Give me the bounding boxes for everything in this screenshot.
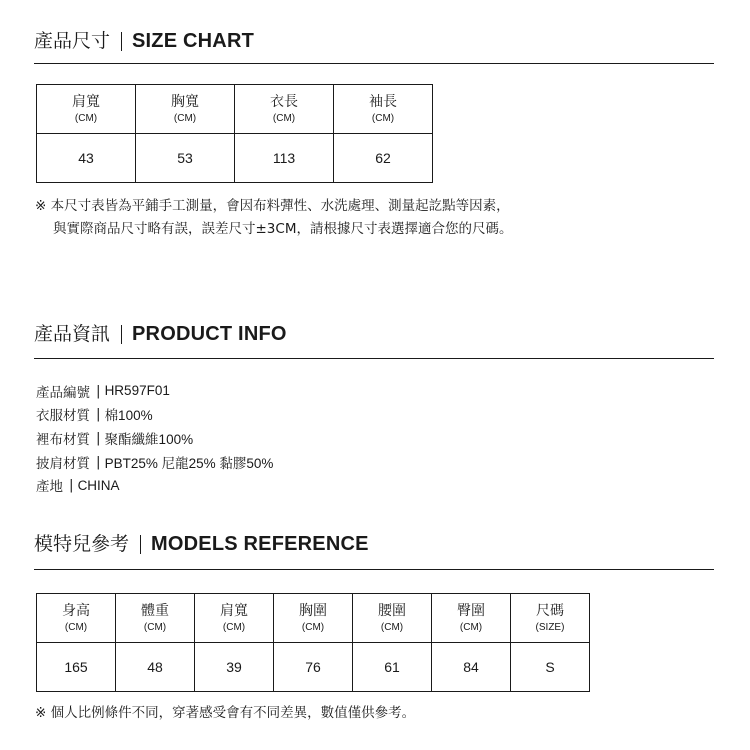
header-name: 袖長 xyxy=(369,93,397,110)
info-separator: | xyxy=(96,406,101,423)
header-name: 體重 xyxy=(141,602,169,619)
size-chart-value-cell: 113 xyxy=(235,134,334,183)
size-chart-header-row xyxy=(37,85,433,134)
info-label: 披肩材質 xyxy=(36,455,90,472)
header-name: 腰圍 xyxy=(378,602,406,619)
models-reference-note-text: ※ 個人比例條件不同，穿著感受會有不同差異，數值僅供參考。 xyxy=(35,705,416,721)
size-chart-value-cell: 53 xyxy=(136,134,235,183)
models-reference-note xyxy=(35,702,415,725)
size-chart-title-en: SIZE CHART xyxy=(132,30,255,52)
models-value-cell: 39 xyxy=(195,643,274,692)
title-separator xyxy=(121,32,122,51)
models-header-cell xyxy=(274,594,353,643)
models-reference-title xyxy=(34,534,369,554)
size-chart-title xyxy=(34,31,254,51)
header-name: 身高 xyxy=(62,602,90,619)
header-unit: (SIZE) xyxy=(535,621,565,633)
models-value-cell: S xyxy=(511,643,590,692)
header-unit: (CM) xyxy=(459,621,483,633)
header-name: 胸圍 xyxy=(299,602,327,619)
size-chart-divider xyxy=(34,63,714,64)
info-row-lining xyxy=(36,426,273,450)
size-chart-note-line2: 與實際商品尺寸略有誤，誤差尺寸±3CM，請根據尺寸表選擇適合您的尺碼。 xyxy=(53,221,513,237)
header-unit: (CM) xyxy=(143,621,167,633)
product-info-title xyxy=(34,324,287,344)
size-chart-header-cell xyxy=(37,85,136,134)
info-row-fabric xyxy=(36,403,273,427)
header-unit: (CM) xyxy=(173,112,197,124)
info-value: 聚酯纖維100% xyxy=(104,431,194,447)
models-header-cell xyxy=(37,594,116,643)
info-separator: | xyxy=(96,453,101,470)
header-unit: (CM) xyxy=(64,621,88,633)
info-separator: | xyxy=(96,382,101,399)
info-label: 產地 xyxy=(36,479,63,496)
product-info-divider xyxy=(34,358,714,359)
models-header-cell xyxy=(116,594,195,643)
models-reference-divider xyxy=(34,569,714,570)
models-value-cell: 76 xyxy=(274,643,353,692)
models-header-row xyxy=(37,594,590,643)
models-value-cell: 84 xyxy=(432,643,511,692)
size-chart-value-cell: 43 xyxy=(37,134,136,183)
header-name: 肩寬 xyxy=(72,93,100,110)
models-header-cell xyxy=(195,594,274,643)
size-chart-note xyxy=(35,195,512,241)
header-unit: (CM) xyxy=(272,112,296,124)
size-chart-value-cell: 62 xyxy=(334,134,433,183)
header-unit: (CM) xyxy=(371,112,395,124)
header-name: 尺碼 xyxy=(536,602,564,619)
info-value: PBT25% 尼龍25% 黏膠50% xyxy=(104,455,274,471)
models-header-cell xyxy=(432,594,511,643)
models-reference-title-zh: 模特兒參考 xyxy=(34,532,130,555)
size-chart-header-cell xyxy=(136,85,235,134)
title-separator xyxy=(140,535,141,554)
models-reference-title-en: MODELS REFERENCE xyxy=(151,533,369,555)
header-unit: (CM) xyxy=(380,621,404,633)
models-header-cell xyxy=(511,594,590,643)
models-value-row xyxy=(37,643,590,692)
info-value: 棉100% xyxy=(104,408,153,424)
info-label: 衣服材質 xyxy=(36,408,90,425)
info-separator: | xyxy=(69,477,74,494)
product-info-title-en: PRODUCT INFO xyxy=(132,323,287,345)
info-separator: | xyxy=(96,429,101,446)
header-unit: (CM) xyxy=(222,621,246,633)
header-name: 臀圍 xyxy=(457,602,485,619)
header-name: 胸寬 xyxy=(171,93,199,110)
product-info-title-zh: 產品資訊 xyxy=(34,322,111,345)
info-label: 裡布材質 xyxy=(36,431,90,448)
size-chart-note-line1: ※ 本尺寸表皆為平鋪手工測量，會因布料彈性、水洗處理、測量起訖點等因素， xyxy=(35,198,510,214)
size-chart-header-cell xyxy=(334,85,433,134)
header-unit: (CM) xyxy=(74,112,98,124)
title-separator xyxy=(121,325,122,344)
size-chart-header-cell xyxy=(235,85,334,134)
product-info-list xyxy=(36,379,273,497)
models-value-cell: 165 xyxy=(37,643,116,692)
header-unit: (CM) xyxy=(301,621,325,633)
size-chart-title-zh: 產品尺寸 xyxy=(34,29,111,52)
info-value: HR597F01 xyxy=(104,383,170,399)
info-value: CHINA xyxy=(77,477,120,493)
header-name: 肩寬 xyxy=(220,602,248,619)
info-label: 產品編號 xyxy=(36,384,90,401)
models-header-cell xyxy=(353,594,432,643)
header-name: 衣長 xyxy=(270,93,298,110)
models-reference-table xyxy=(36,593,590,692)
models-value-cell: 48 xyxy=(116,643,195,692)
info-row-product-code xyxy=(36,379,273,403)
info-row-origin xyxy=(36,473,273,497)
size-chart-value-row xyxy=(37,134,433,183)
models-value-cell: 61 xyxy=(353,643,432,692)
info-row-shawl xyxy=(36,450,273,474)
size-chart-table xyxy=(36,84,433,183)
